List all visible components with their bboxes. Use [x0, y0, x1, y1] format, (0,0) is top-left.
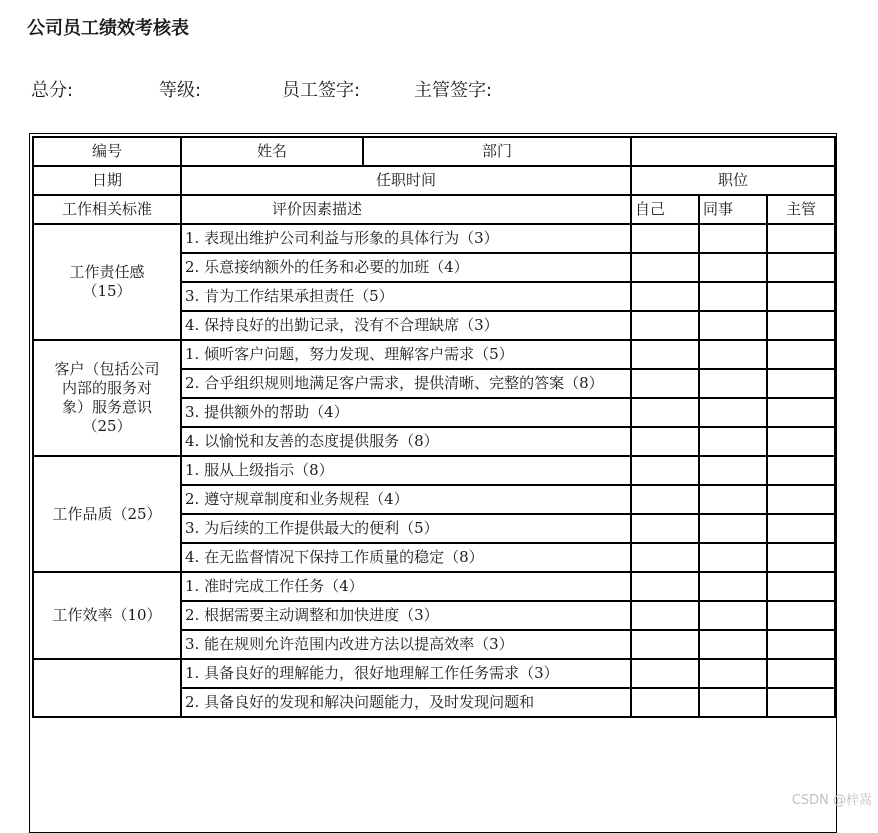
category-cell	[33, 572, 181, 659]
header-cell-date: 日期	[33, 166, 181, 195]
supervisor-score-cell[interactable]	[767, 572, 835, 601]
peer-score-cell[interactable]	[699, 456, 767, 485]
peer-score-cell[interactable]	[699, 427, 767, 456]
supervisor-score-cell[interactable]	[767, 485, 835, 514]
self-score-cell[interactable]	[631, 688, 699, 717]
supervisor-score-cell[interactable]	[767, 456, 835, 485]
table-row-header-1	[33, 137, 835, 166]
peer-score-cell[interactable]	[699, 659, 767, 688]
peer-score-cell[interactable]	[699, 543, 767, 572]
supervisor-score-cell[interactable]	[767, 601, 835, 630]
category-cell	[33, 456, 181, 572]
category-cell	[33, 659, 181, 717]
grade-label: 等级:	[159, 80, 202, 101]
self-score-cell[interactable]	[631, 340, 699, 369]
category-label-line: 内部的服务对	[61, 379, 152, 397]
factor-description: 3. 提供额外的帮助（4）	[181, 398, 631, 427]
self-score-cell[interactable]	[631, 282, 699, 311]
self-score-cell[interactable]	[631, 543, 699, 572]
table-row	[33, 224, 835, 253]
table-row	[33, 456, 835, 485]
total-score-label: 总分:	[31, 80, 74, 101]
self-score-cell[interactable]	[631, 572, 699, 601]
self-score-cell[interactable]	[631, 224, 699, 253]
peer-score-cell[interactable]	[699, 572, 767, 601]
factor-description: 2. 根据需要主动调整和加快进度（3）	[181, 601, 631, 630]
factor-description: 2. 合乎组织规则地满足客户需求，提供清晰、完整的答案（8）	[181, 369, 631, 398]
table-row-header-3	[33, 195, 835, 224]
self-score-cell[interactable]	[631, 398, 699, 427]
category-label-line: 工作品质（25）	[52, 504, 162, 523]
supervisor-score-cell[interactable]	[767, 688, 835, 717]
peer-score-cell[interactable]	[699, 340, 767, 369]
self-score-cell[interactable]	[631, 659, 699, 688]
peer-score-cell[interactable]	[699, 282, 767, 311]
peer-score-cell[interactable]	[699, 514, 767, 543]
table-row-header-2	[33, 166, 835, 195]
header-cell-name: 姓名	[181, 137, 363, 166]
supervisor-score-cell[interactable]	[767, 427, 835, 456]
department-value-cell[interactable]	[631, 137, 835, 166]
peer-score-cell[interactable]	[699, 485, 767, 514]
self-score-cell[interactable]	[631, 311, 699, 340]
category-cell	[33, 340, 181, 456]
peer-score-cell[interactable]	[699, 224, 767, 253]
factor-description: 2. 乐意接纳额外的任务和必要的加班（4）	[181, 253, 631, 282]
peer-score-cell[interactable]	[699, 253, 767, 282]
peer-score-cell[interactable]	[699, 630, 767, 659]
table-row	[33, 340, 835, 369]
header-cell-supervisor: 主管	[767, 195, 835, 224]
supervisor-score-cell[interactable]	[767, 253, 835, 282]
factor-description: 3. 为后续的工作提供最大的便利（5）	[181, 514, 631, 543]
category-label-line: 工作责任感	[69, 263, 145, 281]
header-cell-factor: 评价因素描述	[181, 195, 631, 224]
supervisor-score-cell[interactable]	[767, 224, 835, 253]
supervisor-score-cell[interactable]	[767, 398, 835, 427]
factor-description: 1. 倾听客户问题，努力发现、理解客户需求（5）	[181, 340, 631, 369]
evaluation-table-frame	[29, 133, 837, 833]
category-label-line: （15）	[82, 282, 132, 300]
header-cell-number: 编号	[33, 137, 181, 166]
factor-description: 4. 以愉悦和友善的态度提供服务（8）	[181, 427, 631, 456]
self-score-cell[interactable]	[631, 427, 699, 456]
supervisor-score-cell[interactable]	[767, 369, 835, 398]
manager-signature-label: 主管签字:	[414, 80, 493, 101]
supervisor-score-cell[interactable]	[767, 514, 835, 543]
peer-score-cell[interactable]	[699, 688, 767, 717]
category-label-line: 客户（包括公司	[54, 360, 160, 378]
header-cell-peer: 同事	[699, 195, 767, 224]
factor-description: 2. 遵守规章制度和业务规程（4）	[181, 485, 631, 514]
factor-description: 4. 在无监督情况下保持工作质量的稳定（8）	[181, 543, 631, 572]
self-score-cell[interactable]	[631, 601, 699, 630]
table-row	[33, 659, 835, 688]
category-label-line: 工作效率（10）	[52, 606, 162, 624]
page-title: 公司员工绩效考核表	[27, 18, 189, 39]
category-label-line: （25）	[82, 417, 132, 435]
factor-description: 4. 保持良好的出勤记录，没有不合理缺席（3）	[181, 311, 631, 340]
factor-description: 1. 服从上级指示（8）	[181, 456, 631, 485]
factor-description: 3. 能在规则允许范围内改进方法以提高效率（3）	[181, 630, 631, 659]
supervisor-score-cell[interactable]	[767, 282, 835, 311]
supervisor-score-cell[interactable]	[767, 311, 835, 340]
factor-description: 1. 具备良好的理解能力，很好地理解工作任务需求（3）	[181, 659, 631, 688]
watermark: CSDN @梓嵩	[791, 793, 872, 808]
peer-score-cell[interactable]	[699, 369, 767, 398]
self-score-cell[interactable]	[631, 253, 699, 282]
supervisor-score-cell[interactable]	[767, 659, 835, 688]
supervisor-score-cell[interactable]	[767, 543, 835, 572]
supervisor-score-cell[interactable]	[767, 630, 835, 659]
factor-description: 1. 准时完成工作任务（4）	[181, 572, 631, 601]
self-score-cell[interactable]	[631, 485, 699, 514]
header-cell-standard: 工作相关标准	[33, 195, 181, 224]
category-cell	[33, 224, 181, 340]
header-cell-department: 部门	[363, 137, 631, 166]
self-score-cell[interactable]	[631, 630, 699, 659]
evaluation-table	[32, 136, 836, 718]
factor-description: 1. 表现出维护公司利益与形象的具体行为（3）	[181, 224, 631, 253]
self-score-cell[interactable]	[631, 369, 699, 398]
peer-score-cell[interactable]	[699, 311, 767, 340]
header-cell-self: 自己	[631, 195, 699, 224]
category-label-line: 象）服务意识	[61, 398, 152, 416]
header-cell-tenure: 任职时间	[181, 166, 631, 195]
factor-description: 3. 肯为工作结果承担责任（5）	[181, 282, 631, 311]
peer-score-cell[interactable]	[699, 398, 767, 427]
header-cell-position: 职位	[631, 166, 835, 195]
table-row	[33, 572, 835, 601]
factor-description: 2. 具备良好的发现和解决问题能力，及时发现问题和	[181, 688, 631, 717]
self-score-cell[interactable]	[631, 514, 699, 543]
supervisor-score-cell[interactable]	[767, 340, 835, 369]
peer-score-cell[interactable]	[699, 601, 767, 630]
employee-signature-label: 员工签字:	[282, 80, 361, 101]
self-score-cell[interactable]	[631, 456, 699, 485]
